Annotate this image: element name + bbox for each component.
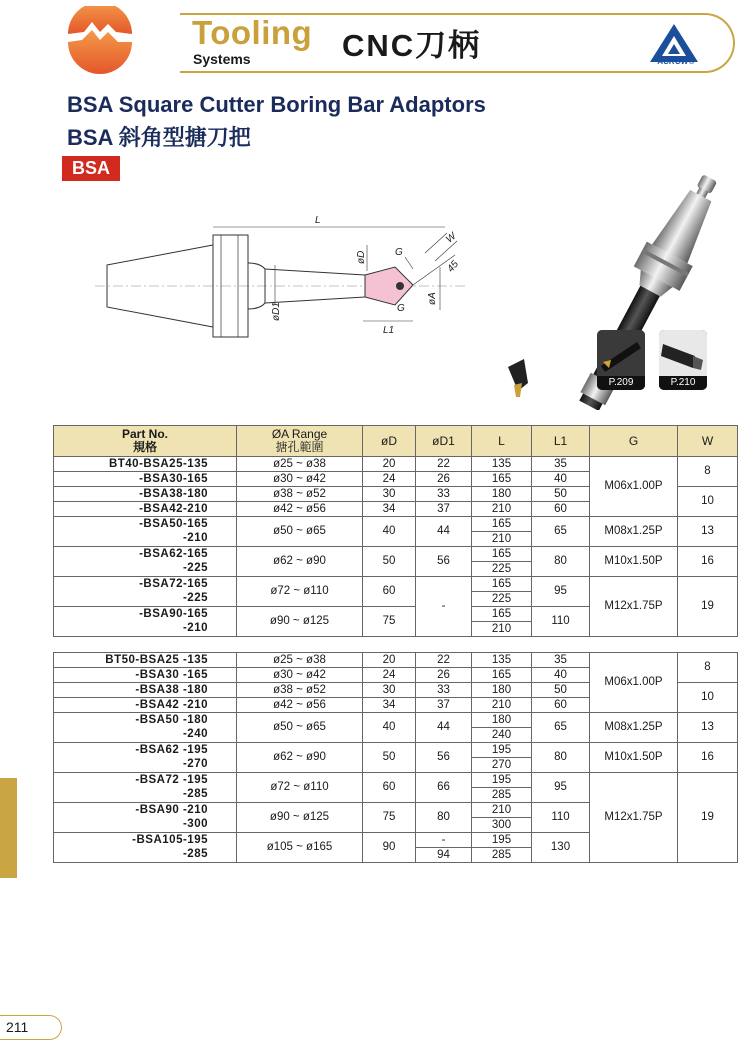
dim-45-label: 45 (445, 258, 461, 275)
reference-thumb-1[interactable] (597, 330, 645, 390)
brand-cn-title: CNC刀柄 (342, 28, 482, 63)
table-row: -240 240 (54, 728, 738, 743)
table-row: -285 94 285 (54, 848, 738, 863)
table-row: -BSA30-165 ø30 ~ ø42 24 26 165 40 (54, 472, 738, 487)
dim-G-top-label: G (395, 247, 403, 258)
table-row: -225 225 (54, 592, 738, 607)
category-badge: BSA (62, 156, 120, 181)
table-row: -225 225 (54, 562, 738, 577)
col-L: L (472, 426, 532, 457)
thumb-2-label: P.210 (659, 376, 707, 390)
spec-table-bt50 (53, 652, 738, 863)
square-cutter-icon (659, 330, 707, 376)
table-row: -210 210 (54, 532, 738, 547)
table-row: -210 210 (54, 622, 738, 637)
table-row: -BSA38 -180 ø38 ~ ø52 30 33 180 50 10 (54, 683, 738, 698)
table-row: -BSA42 -210 ø42 ~ ø56 34 37 210 60 (54, 698, 738, 713)
table-row: -300 300 (54, 818, 738, 833)
table-row: -BSA72 -195 ø72 ~ ø110 60 66 195 95 M12x1.75P 19 (54, 773, 738, 788)
table-row: -270 270 (54, 758, 738, 773)
dim-G-bottom-label: G (397, 303, 405, 314)
table-row: -BSA42-210 ø42 ~ ø56 34 37 210 60 (54, 502, 738, 517)
dim-W-label: W (444, 230, 459, 246)
technical-drawing (95, 205, 475, 355)
dim-L-label: L (315, 215, 321, 226)
table-header-row (54, 426, 738, 457)
insert-holder-icon (597, 330, 645, 376)
page-number: 211 (0, 1015, 62, 1040)
table-row: -BSA105-195 ø105 ~ ø165 90 - 195 130 (54, 833, 738, 848)
acrow-logo-text: ACROW® (657, 57, 695, 66)
page-title: BSA Square Cutter Boring Bar Adaptors (67, 92, 486, 117)
section-side-tab (0, 778, 17, 878)
col-W: W (678, 426, 738, 457)
page-title-cn: BSA 斜角型搪刀把 (67, 125, 251, 150)
dim-L1-label: L1 (383, 325, 395, 336)
table-row: -BSA50 -180 ø50 ~ ø65 40 44 180 65 M08x1.25P 13 (54, 713, 738, 728)
thumb-1-label: P.209 (597, 376, 645, 390)
table-row: -BSA50-165 ø50 ~ ø65 40 44 165 65 M08x1.25P 13 (54, 517, 738, 532)
spec-table-bt40 (53, 425, 738, 637)
dim-oA-label: øA (427, 292, 438, 305)
table-row: -BSA62-165 ø62 ~ ø90 50 56 165 80 M10x1.50P 16 (54, 547, 738, 562)
col-L1: L1 (532, 426, 590, 457)
dim-oD-label: øD (356, 250, 367, 264)
table-row: -BSA90-165 ø90 ~ ø125 75 165 110 (54, 607, 738, 622)
table-row: -BSA30 -165 ø30 ~ ø42 24 26 165 40 (54, 668, 738, 683)
reference-thumb-2[interactable] (659, 330, 707, 390)
table-row: -285 285 (54, 788, 738, 803)
table-row: BT50-BSA25 -135 ø25 ~ ø38 20 22 135 35 M06x1.00P 8 (54, 653, 738, 668)
table-row: -BSA72-165 ø72 ~ ø110 60 - 165 95 M12x1.75P 19 (54, 577, 738, 592)
brand-logo-icon (66, 6, 134, 76)
brand-name: Tooling (192, 14, 313, 51)
dim-oD1-label: øD1 (271, 302, 282, 321)
table-row: -BSA38-180 ø38 ~ ø52 30 33 180 50 10 (54, 487, 738, 502)
col-part-no: Part No. 規格 (54, 426, 237, 457)
col-oD1: øD1 (416, 426, 472, 457)
col-G: G (590, 426, 678, 457)
col-oD: øD (363, 426, 416, 457)
table-row: -BSA90 -210 ø90 ~ ø125 75 80 210 110 (54, 803, 738, 818)
col-range: ØA Range 搪孔範圍 (237, 426, 363, 457)
table-row: BT40-BSA25-135 ø25 ~ ø38 20 22 135 35 M06x1.00P 8 (54, 457, 738, 472)
table-row: -BSA62 -195 ø62 ~ ø90 50 56 195 80 M10x1.50P 16 (54, 743, 738, 758)
brand-subtitle: Systems (193, 51, 251, 67)
